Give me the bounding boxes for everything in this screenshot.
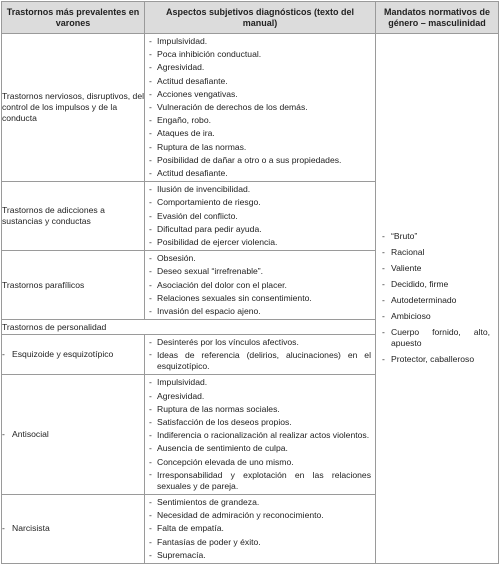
mandate-item: - “Bruto” <box>382 231 490 242</box>
aspects-cell <box>145 375 376 494</box>
mandate-item: - Racional <box>382 247 490 258</box>
aspects-cell <box>145 494 376 563</box>
header-mandates: Mandatos normativos de género – masculinidad <box>376 2 499 34</box>
aspect-item: - Relaciones sexuales sin consentimiento. <box>149 292 371 305</box>
aspects-list <box>145 495 375 563</box>
aspect-item: - Poca inhibición conductual. <box>149 48 371 61</box>
aspect-item: - Impulsividad. <box>149 35 371 48</box>
aspect-item: - Irresponsabilidad y explotación en las relaciones sexuales y de pareja. <box>149 469 371 493</box>
subtype-label: Narcisista <box>12 523 50 534</box>
aspect-item: - Desinterés por los vínculos afectivos. <box>149 336 371 349</box>
disorder-category: Trastornos de adicciones a sustancias y conductas <box>2 182 145 251</box>
aspect-item: - Evasión del conflicto. <box>149 210 371 223</box>
personality-section-title: Trastornos de personalidad <box>2 320 376 335</box>
aspect-item: - Deseo sexual “irrefrenable”. <box>149 265 371 278</box>
aspects-list <box>145 251 375 319</box>
aspect-item: - Concepción elevada de uno mismo. <box>149 456 371 469</box>
subtype-label: Antisocial <box>12 429 49 440</box>
aspect-item: - Supremacía. <box>149 549 371 562</box>
aspect-item: - Dificultad para pedir ayuda. <box>149 223 371 236</box>
aspect-item: - Ilusión de invencibilidad. <box>149 183 371 196</box>
personality-subtype: - Narcisista <box>2 494 145 563</box>
aspect-item: - Ideas de referencia (delirios, alucinaciones) en el esquizotípico. <box>149 349 371 373</box>
header-aspects: Aspectos subjetivos diagnósticos (texto del manual) <box>145 2 376 34</box>
mandate-item: - Protector, caballeroso <box>382 354 490 365</box>
aspect-item: - Posibilidad de dañar a otro o a sus propiedades. <box>149 154 371 167</box>
header-row <box>2 2 499 34</box>
aspect-item: - Agresividad. <box>149 390 371 403</box>
personality-subtype: - Antisocial <box>2 375 145 494</box>
aspect-item: - Engaño, robo. <box>149 114 371 127</box>
aspect-item: - Ausencia de sentimiento de culpa. <box>149 442 371 455</box>
aspect-item: - Acciones vengativas. <box>149 88 371 101</box>
aspect-item: - Invasión del espacio ajeno. <box>149 305 371 318</box>
aspect-item: - Agresividad. <box>149 61 371 74</box>
mandate-item: - Decidido, firme <box>382 279 490 290</box>
aspects-list <box>145 34 375 181</box>
aspect-item: - Indiferencia o racionalización al realizar actos violentos. <box>149 429 371 442</box>
mandate-item: - Valiente <box>382 263 490 274</box>
table-row <box>2 34 499 182</box>
aspect-item: - Ruptura de las normas sociales. <box>149 403 371 416</box>
aspect-item: - Comportamiento de riesgo. <box>149 196 371 209</box>
aspects-cell <box>145 182 376 251</box>
aspect-item: - Vulneración de derechos de los demás. <box>149 101 371 114</box>
aspect-item: - Ruptura de las normas. <box>149 141 371 154</box>
mandates-list <box>376 231 498 365</box>
gender-disorders-table <box>1 1 499 564</box>
aspect-item: - Ataques de ira. <box>149 127 371 140</box>
aspect-item: - Actitud desafiante. <box>149 75 371 88</box>
mandate-item: - Cuerpo fornido, alto, apuesto <box>382 327 490 349</box>
aspects-list <box>145 375 375 493</box>
aspect-item: - Necesidad de admiración y reconocimiento. <box>149 509 371 522</box>
personality-subtype: - Esquizoide y esquizotípico <box>2 335 145 375</box>
aspect-item: - Sentimientos de grandeza. <box>149 496 371 509</box>
aspects-list <box>145 335 375 374</box>
header-disorders: Trastornos más prevalentes en varones <box>2 2 145 34</box>
aspect-item: - Obsesión. <box>149 252 371 265</box>
aspect-item: - Satisfacción de los deseos propios. <box>149 416 371 429</box>
aspect-item: - Posibilidad de ejercer violencia. <box>149 236 371 249</box>
disorder-category: Trastornos nerviosos, disruptivos, del control de los impulsos y de la conducta <box>2 34 145 182</box>
mandate-item: - Autodeterminado <box>382 295 490 306</box>
mandate-item: - Ambicioso <box>382 311 490 322</box>
aspects-cell <box>145 251 376 320</box>
aspect-item: - Impulsividad. <box>149 376 371 389</box>
mandates-cell <box>376 34 499 564</box>
aspect-item: - Fantasías de poder y éxito. <box>149 536 371 549</box>
subtype-label: Esquizoide y esquizotípico <box>12 349 114 360</box>
aspect-item: - Falta de empatía. <box>149 522 371 535</box>
aspect-item: - Actitud desafiante. <box>149 167 371 180</box>
disorder-category: Trastornos parafílicos <box>2 251 145 320</box>
aspects-cell <box>145 335 376 375</box>
aspects-list <box>145 182 375 250</box>
aspect-item: - Asociación del dolor con el placer. <box>149 279 371 292</box>
aspects-cell <box>145 34 376 182</box>
